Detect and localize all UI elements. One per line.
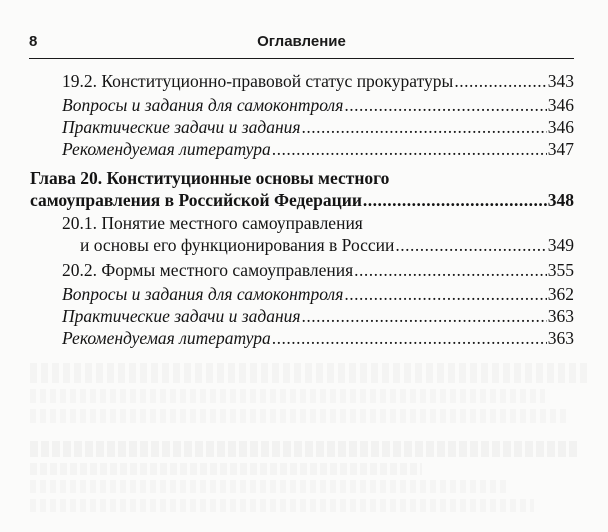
toc-entry-page: 355 (547, 260, 574, 280)
leader-dots (302, 116, 547, 138)
toc-entry-title: Практические задачи и задания (62, 306, 301, 326)
leader-dots (272, 327, 547, 349)
toc-entry[interactable] (62, 70, 574, 92)
toc-entry[interactable] (62, 94, 574, 116)
leader-dots (354, 259, 547, 281)
toc-entry-title: 20.1. Понятие местного самоуправления (62, 213, 363, 233)
leader-dots (302, 305, 547, 327)
toc-entry-page: 362 (547, 284, 574, 304)
toc-entry-page: 346 (547, 95, 574, 115)
toc-entry-page: 363 (547, 328, 574, 348)
leader-dots (272, 138, 547, 160)
leader-dots (344, 94, 546, 116)
toc-entry-page: 343 (547, 71, 574, 91)
bleed-through-text-bottom (30, 476, 590, 532)
toc-entry-title: Вопросы и задания для самоконтроля (62, 95, 344, 115)
header-rule (29, 58, 574, 59)
toc-entry-title: Рекомендуемая литература (62, 328, 271, 348)
toc-entry-page: 347 (547, 139, 574, 159)
leader-dots (363, 189, 547, 211)
toc-entry[interactable] (62, 305, 574, 327)
toc-entry-title-cont: и основы его функционирования в России (80, 235, 395, 255)
chapter-heading-line1[interactable]: Глава 20. Конституционные основы местного (30, 168, 390, 188)
toc-entry-title: 19.2. Конституционно-правовой статус прокуратуры (62, 71, 454, 91)
running-header (29, 33, 574, 55)
toc-entry-page: 349 (547, 235, 574, 255)
toc-entry-title: Вопросы и задания для самоконтроля (62, 284, 344, 304)
leader-dots (454, 70, 546, 92)
toc-entry-title: Практические задачи и задания (62, 117, 301, 137)
toc-entry[interactable] (62, 259, 574, 281)
toc-entry[interactable] (62, 327, 574, 349)
header-title: Оглавление (257, 33, 346, 50)
leader-dots (395, 234, 546, 256)
toc-entry-line1[interactable] (62, 212, 574, 234)
toc-entry-title: Рекомендуемая литература (62, 139, 271, 159)
toc-entry[interactable] (62, 116, 574, 138)
leader-dots (344, 283, 546, 305)
toc-entry-page: 346 (547, 117, 574, 137)
toc-entry[interactable] (62, 138, 574, 160)
toc-entry[interactable] (80, 234, 574, 256)
toc-entry[interactable] (62, 283, 574, 305)
page-number: 8 (29, 33, 38, 50)
toc-entry-page: 348 (547, 190, 574, 210)
chapter-heading-line2: самоуправления в Российской Федерации (30, 190, 362, 210)
toc-entry-page: 363 (547, 306, 574, 326)
toc-entry-chapter[interactable] (30, 189, 574, 211)
toc-entry-title: 20.2. Формы местного самоуправления (62, 260, 354, 280)
bleed-through-text (30, 345, 590, 475)
